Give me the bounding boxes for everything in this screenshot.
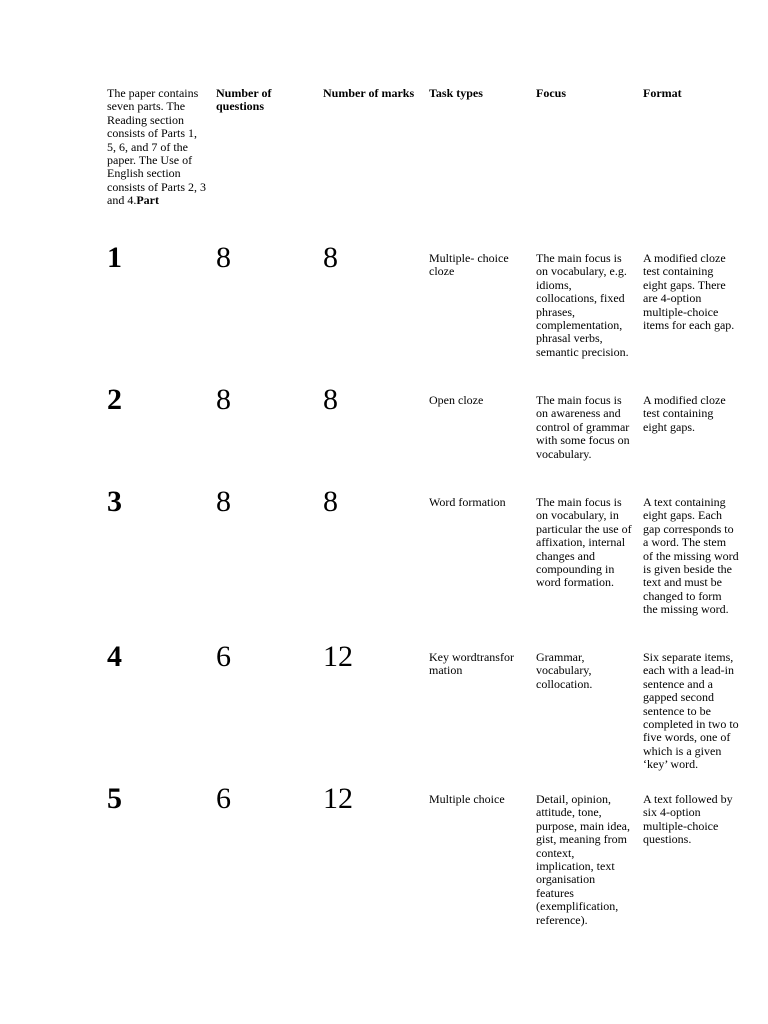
row-4-part: 4 — [107, 640, 122, 673]
row-1-marks: 8 — [323, 241, 338, 274]
row-2-part: 2 — [107, 383, 122, 416]
row-2-questions: 8 — [216, 383, 231, 416]
row-5-format: A text followed by six 4-option multiple-choice questions. — [643, 792, 733, 847]
row-4-questions: 6 — [216, 640, 231, 673]
row-3-questions: 8 — [216, 485, 231, 518]
intro-text: The paper contains seven parts. The Reading section consists of Parts 1, 5, 6, and 7 of the paper. The Use of English section consists of Parts 2, 3 and 4. — [107, 86, 206, 208]
row-4-marks: 12 — [323, 640, 353, 673]
questions-header: Number of questions — [216, 86, 272, 114]
part-header: Part — [136, 193, 159, 208]
row-5-part: 5 — [107, 782, 122, 815]
row-3-marks: 8 — [323, 485, 338, 518]
row-4-focus: Grammar, vocabulary, collocation. — [536, 650, 593, 691]
row-4-format: Six separate items, each with a lead-in sentence and a gapped second sentence to be completed in two to five words, one of which is a given ‘key’ word. — [643, 650, 739, 772]
row-1-part: 1 — [107, 241, 122, 274]
row-5-questions: 6 — [216, 782, 231, 815]
row-1-task: Multiple- choice cloze — [429, 251, 509, 279]
row-3-focus: The main focus is on vocabulary, in particular the use of affixation, internal changes and compounding in word formation. — [536, 495, 632, 590]
row-3-part: 3 — [107, 485, 122, 518]
row-5-focus: Detail, opinion, attitude, tone, purpose, main idea, gist, meaning from context, implication, text organisation features (exemplification, reference). — [536, 792, 630, 927]
format-header: Format — [643, 86, 682, 100]
row-2-marks: 8 — [323, 383, 338, 416]
row-5-marks: 12 — [323, 782, 353, 815]
row-1-format: A modified cloze test containing eight gaps. There are 4-option multiple-choice items for each gap. — [643, 251, 735, 333]
row-1-questions: 8 — [216, 241, 231, 274]
row-1-focus: The main focus is on vocabulary, e.g. idioms, collocations, fixed phrases, complementation, phrasal verbs, semantic precision. — [536, 251, 629, 359]
row-3-format: A text containing eight gaps. Each gap corresponds to a word. The stem of the missing word is given beside the text and must be changed to form the missing word. — [643, 495, 739, 617]
row-4-task: Key wordtransformation — [429, 650, 514, 678]
row-3-task: Word formation — [429, 495, 506, 509]
row-2-format: A modified cloze test containing eight gaps. — [643, 393, 726, 434]
row-2-focus: The main focus is on awareness and control of grammar with some focus on vocabulary. — [536, 393, 630, 461]
row-2-task: Open cloze — [429, 393, 484, 407]
marks-header: Number of marks — [323, 86, 415, 100]
intro-header-cell — [107, 87, 207, 208]
focus-header: Focus — [536, 86, 566, 100]
task-types-header: Task types — [429, 86, 483, 100]
row-5-task: Multiple choice — [429, 792, 505, 806]
